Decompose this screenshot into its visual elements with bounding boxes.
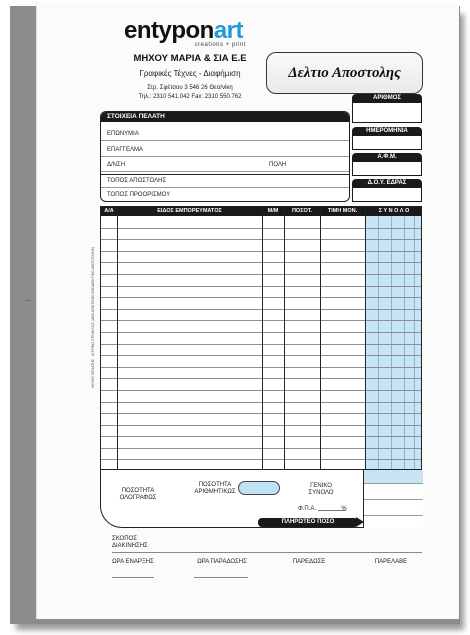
vat-amount-field[interactable] xyxy=(364,500,423,516)
client-address-field[interactable] xyxy=(101,162,350,172)
col-header-unit: Μ/Μ xyxy=(267,208,279,214)
start-time-line xyxy=(112,577,154,578)
received-by-label: ΠΑΡΕΛΑΒΕ xyxy=(374,559,408,565)
items-table xyxy=(100,206,422,470)
delivery-time-line xyxy=(194,577,248,578)
col-header-index: Α/Α xyxy=(104,208,114,214)
company-phones: Τηλ.: 2310 541.042 Fax: 2310 550.762 xyxy=(138,94,242,100)
company-address: Στρ. Σφέτσου 3 546 26 Θεσ/νίκη xyxy=(147,85,233,91)
client-address-label: Δ/ΝΣΗ xyxy=(107,162,126,168)
date-label: ΗΜΕΡΟΜΗΝΙΑ xyxy=(352,127,422,136)
document-title: Δελτιο Αποστολης xyxy=(288,64,401,81)
date-field[interactable] xyxy=(352,136,422,150)
subtotal-field[interactable] xyxy=(364,484,423,500)
col-divider xyxy=(117,207,118,470)
delivery-time-label: ΩΡΑ ΠΑΡΑΔΟΣΗΣ xyxy=(197,559,247,565)
brand-tagline: creations + print xyxy=(194,42,246,48)
vat-label: Φ.Π.Α. xyxy=(297,506,317,512)
brand-logo-accent: art xyxy=(213,17,244,44)
tax-office-field[interactable] xyxy=(352,188,422,202)
grand-total-field[interactable] xyxy=(364,470,423,484)
brand-logo-text: entypon xyxy=(124,17,214,44)
totals-value-column xyxy=(363,470,423,528)
quantity-numeric-field[interactable] xyxy=(238,481,280,495)
vat-percent-label: % xyxy=(341,506,347,512)
company-activity: Γραφικές Τέχνες - Διαφήμιση xyxy=(139,69,241,78)
document-title-box xyxy=(266,52,423,94)
binding-mark xyxy=(26,300,31,301)
client-name-field[interactable]: ΕΠΩΝΥΜΙΑ xyxy=(101,131,350,141)
vat-number-field[interactable] xyxy=(352,162,422,176)
col-divider xyxy=(320,207,321,470)
transport-purpose-label: ΣΚΟΠΟΣ ΔΙΑΚΙΝΗΣΗΣ xyxy=(112,536,148,549)
delivered-by-label: ΠΑΡΕΔΩΣΕ xyxy=(292,559,326,565)
client-divider xyxy=(101,174,350,175)
copy-distribution-note: ΛΕΥΚΟ ΠΕΛΑΤΗΣ - ΚΙΤΡΙΝΟ ΣΤΕΛΕΧΟΣ (ΔΕΝ ΑΠΟΤΕΛΕΙ ΑΠΟΔΕΙΚΤΙΚΟ ΑΠΟΣΤΟΛΗΣ) xyxy=(91,246,95,388)
document-info-column xyxy=(352,94,422,202)
arrow-right-icon xyxy=(356,517,364,527)
col-divider xyxy=(284,207,285,470)
col-divider xyxy=(262,207,263,470)
col-header-quantity: ΠΟΣΟΤ. xyxy=(291,208,313,214)
start-time-label: ΩΡΑ ΕΝΑΡΞΗΣ xyxy=(112,559,154,565)
destination-field[interactable]: ΤΟΠΟΣ ΠΡΟΟΡΙΣΜΟΥ xyxy=(107,192,171,198)
vat-number-label: Α.Φ.Μ. xyxy=(352,153,422,162)
vat-rate-line xyxy=(318,510,346,511)
transport-purpose-line xyxy=(112,552,422,553)
dispatch-place-field[interactable]: ΤΟΠΟΣ ΑΠΟΣΤΟΛΗΣ xyxy=(101,178,350,188)
client-details-header: ΣΤΟΙΧΕΙΑ ΠΕΛΑΤΗ xyxy=(101,112,349,122)
col-header-total: Σ Υ Ν Ο Λ Ο xyxy=(378,208,410,214)
payable-amount-label: ΠΛΗΡΩΤΕΟ ΠΟΣΟ xyxy=(258,518,358,527)
quantity-numeric-label: ΠΟΣΟΤΗΤΑ ΑΡΙΘΜΗΤΙΚΩΣ xyxy=(194,482,236,495)
col-divider xyxy=(365,207,366,470)
col-header-description: ΕΙΔΟΣ ΕΜΠΟΡΕΥΜΑΤΟΣ xyxy=(157,208,222,214)
grand-total-label: ΓΕΝΙΚΟ ΣΥΝΟΛΟ xyxy=(308,483,334,496)
client-city-label: ΠΟΛΗ xyxy=(269,162,287,168)
col-header-unit-price: ΤΙΜΗ ΜΟΝ. xyxy=(327,208,358,214)
number-label: ΑΡΙΘΜΟΣ xyxy=(352,94,422,103)
client-details-block xyxy=(100,111,350,202)
tax-office-label: Δ.Ο.Υ. ΕΔΡΑΣ xyxy=(352,179,422,188)
company-name: ΜΗΧΟΥ ΜΑΡΙΑ & ΣΙΑ Ε.Ε xyxy=(133,53,247,64)
brand-logo xyxy=(124,17,243,45)
quantity-in-words-label: ΠΟΣΟΤΗΤΑ ΟΛΟΓΡΑΦΩΣ xyxy=(119,488,157,501)
client-profession-field[interactable]: ΕΠΑΓΓΕΛΜΑ xyxy=(101,147,350,157)
number-field[interactable] xyxy=(352,103,422,123)
